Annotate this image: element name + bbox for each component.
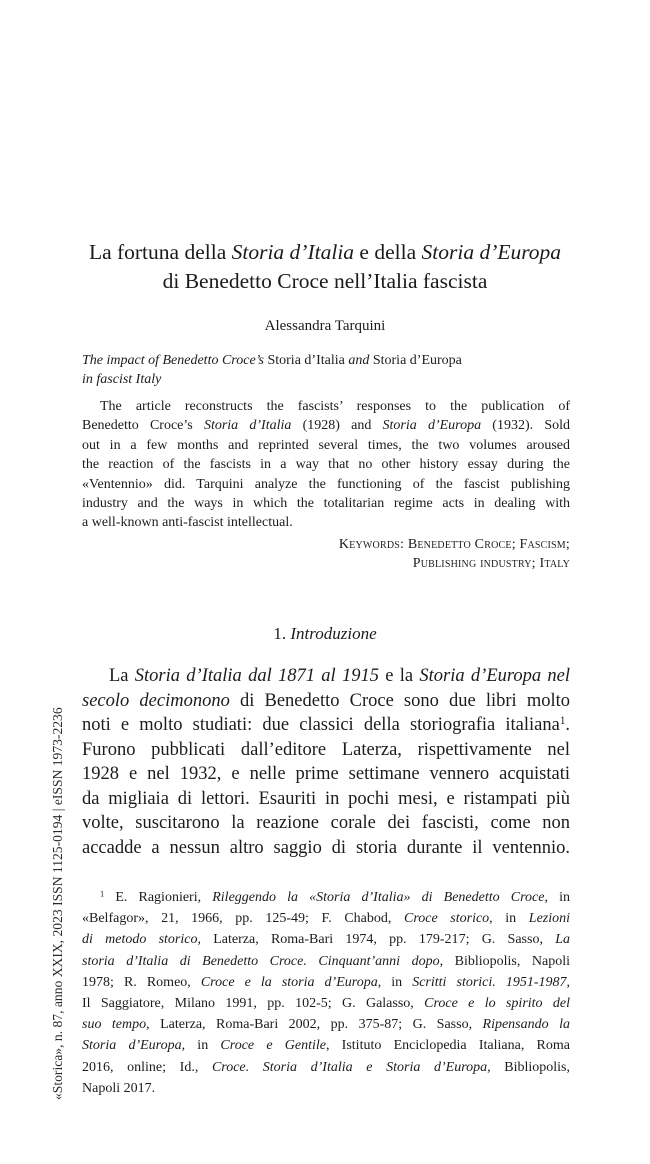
keywords: Keywords: Benedetto Croce; Fascism; Publishing industry; Italy [338,537,570,571]
body-paragraph: La Storia d’Italia dal 1871 al 1915 e la Storia d’Europa nel secolo decimonono di Benedetto Croce sono due libri molto noti e molto studiati: due classici della storiografia italiana$^1$. Furono pubblicati dall’editore Laterza, rispettivamente nel 1928 e nel 1932, e nelle prime settimane vennero acquistati da migliaia di lettori. Esauriti in pochi mesi, e ristampati più volte, suscitarono la reazione corale dei fascisti, come non accadde a nessun altro saggio di storia durante il ventennio. [82,666,571,858]
abstract: The article reconstructs the fascists’ responses to the publication of Benedetto Croce’s Storia d’Italia (1928) and Storia d’Europa (1932). Sold out in a few months and reprinted several times, the two volumes aroused the reaction of the fascists in a way that no other history essay during the «Ventennio» did. Tarquini analyze the functioning of the fascist publishing industry and the ways in which the totalitarian regime acts in dealing with a well-known anti-fascist intellectual. [82,399,571,531]
author-name: Alessandra Tarquini [264,318,386,334]
section-heading: 1. Introduzione [273,624,377,643]
footnote: $^1$ E. Ragionieri, Rileggendo la «Storia d’Italia» di Benedetto Croce, in «Belfagor», 21, 1966, pp. 125-49; F. Chabod, Croce storico, in Lezioni di metodo storico, Laterza, Roma-Bari 1974, pp. 179-217; G. Sasso, La storia d’Italia di Benedetto Croce. Cinquant’anni dopo, Bibliopolis, Napoli 1978; R. Romeo, Croce e la storia d’Europa, in Scritti storici. 1951-1987, Il Saggiatore, Milano 1991, pp. 102-5; G. Galasso, Croce e lo spirito del suo tempo, Laterza, Roma-Bari 2002, pp. 375-87; G. Sasso, Ripensando la Storia d’Europa, in Croce e Gentile, Istituto Enciclopedia Italiana, Roma 2016, online; Id., Croce. Storia d’Italia e Storia d’Europa, Bibliopolis, Napoli 2017. [82,889,571,1096]
footnote-ref[interactable]: 1 [559,714,566,727]
title-line-1: La fortuna della Storia d’Italia e della Storia d’Europa [88,240,562,264]
journal-info-vertical: «Storica», n. 87, anno XXIX, 2023 ISSN 1125-0194 | eISSN 1973-2236 [50,707,65,1100]
title-line-2: di Benedetto Croce nell’Italia fascista [162,269,488,293]
article-title [60,238,590,296]
footnote-number: 1 [100,889,105,899]
english-title: The impact of Benedetto Croce’s Storia d’Italia and Storia d’Europa in fascist Italy [82,353,462,387]
